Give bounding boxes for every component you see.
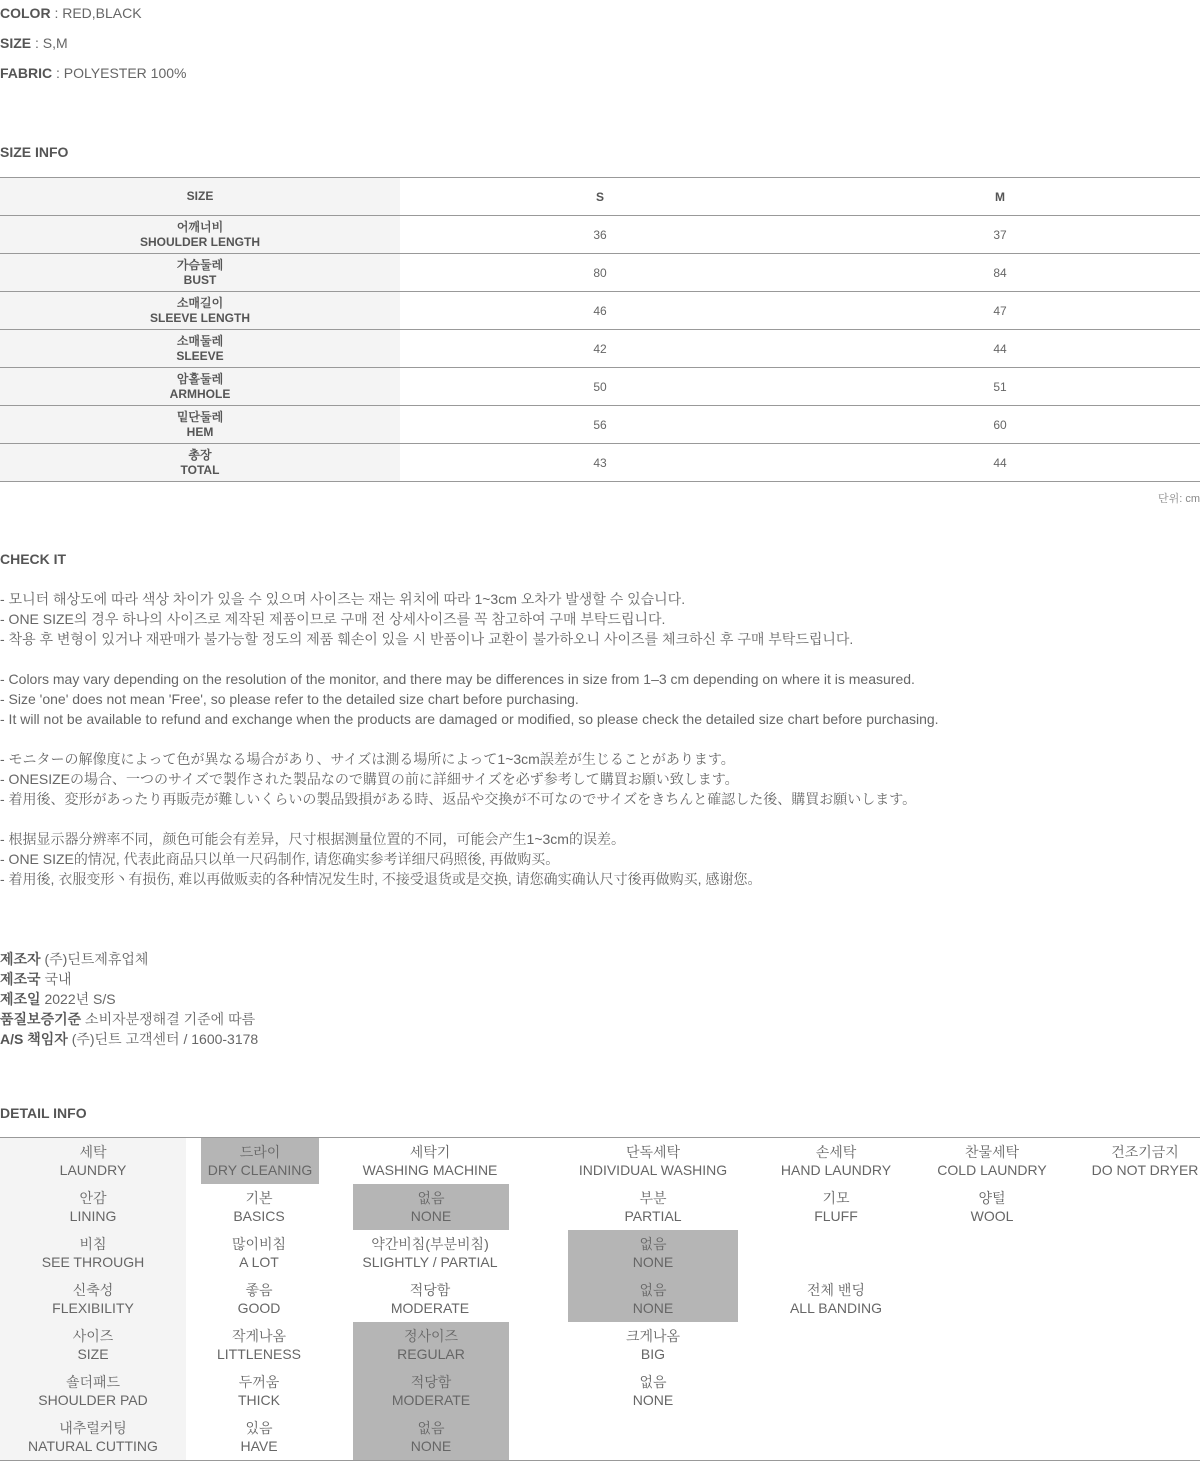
detail-option: [528, 1368, 778, 1414]
size-table-row: [0, 406, 1200, 444]
detail-option-en: NONE: [410, 1438, 452, 1454]
size-row-label-en: BUST: [183, 272, 217, 287]
detail-option-ko: 작게나옴: [231, 1328, 287, 1344]
detail-option-ko: 많이비침: [231, 1236, 287, 1252]
detail-option-selected: [353, 1322, 509, 1368]
check-zh-line: - 着用後, 衣服变形丶有损伤, 难以再做贩卖的各种情况发生时, 不接受退货或是交换, 请您确实确认尺寸後再做购买, 感谢您。: [0, 871, 762, 887]
maker-row: [0, 969, 258, 989]
detail-row: [0, 1322, 1200, 1368]
detail-option: [528, 1230, 778, 1276]
detail-option-box: [332, 1230, 528, 1276]
detail-option-en: FLUFF: [814, 1208, 858, 1224]
detail-option-box: [332, 1276, 528, 1322]
size-info-title: SIZE INFO: [0, 144, 69, 160]
detail-option-box: [778, 1184, 894, 1230]
maker-row: [0, 949, 258, 969]
detail-option: [894, 1184, 1090, 1230]
detail-option: [1090, 1230, 1200, 1276]
detail-option-en: HAND LAUNDRY: [780, 1162, 892, 1178]
maker-value: (주)딘트제휴업체: [40, 951, 149, 967]
size-table-row: [0, 330, 1200, 368]
detail-option: [778, 1230, 894, 1276]
spec-color-value: : RED,BLACK: [50, 5, 142, 21]
detail-option-box: [528, 1414, 778, 1460]
size-value-s: 46: [400, 292, 800, 330]
detail-option-ko: 없음: [639, 1374, 667, 1390]
detail-option-ko: 약간비침(부분비침): [371, 1236, 489, 1252]
detail-label-ko: 세탁: [79, 1144, 107, 1160]
detail-option-box: [778, 1138, 894, 1184]
detail-label-en: LINING: [69, 1208, 117, 1224]
detail-option: [528, 1184, 778, 1230]
detail-option-box: [894, 1322, 1090, 1368]
size-row-label-ko: 총장: [188, 447, 212, 462]
check-ja-line: - 着用後、変形があったり再販売が難しいくらいの製品毀損がある時、返品や交換が不可なのでサイズをきちんと確認した後、購買お願いします。: [0, 791, 917, 807]
detail-option-box: [186, 1414, 332, 1460]
size-table-row: [0, 216, 1200, 254]
check-zh-line: - 根据显示器分辨率不同，颜色可能会有差异，尺寸根据测量位置的不同，可能会产生1~3cm的误差。: [0, 831, 625, 847]
detail-label-en: SEE THROUGH: [41, 1254, 145, 1270]
detail-option-en: NONE: [410, 1208, 452, 1224]
detail-option: [778, 1322, 894, 1368]
detail-table-body: [0, 1138, 1200, 1461]
detail-option: [186, 1276, 332, 1322]
detail-option: [332, 1276, 528, 1322]
spec-size: [0, 35, 68, 51]
size-value-m: 51: [800, 368, 1200, 406]
detail-option: [1090, 1184, 1200, 1230]
detail-label-en: FLEXIBILITY: [52, 1300, 134, 1316]
size-value-m: 44: [800, 444, 1200, 482]
detail-option-box: [1090, 1184, 1200, 1230]
detail-option-selected: [353, 1184, 509, 1230]
size-row-label-ko: 밑단둘레: [176, 409, 224, 424]
detail-option: [186, 1184, 332, 1230]
detail-option-box: [778, 1276, 894, 1322]
spec-size-label: SIZE: [0, 35, 32, 51]
maker-label: A/S 책임자: [0, 1031, 68, 1047]
spec-fabric: [0, 65, 186, 81]
detail-option-ko: 기본: [245, 1190, 273, 1206]
detail-option-ko: 좋음: [245, 1282, 273, 1298]
size-value-s: 43: [400, 444, 800, 482]
maker-row: [0, 989, 258, 1009]
detail-option-box: [186, 1230, 332, 1276]
detail-option: [186, 1322, 332, 1368]
detail-row-label: [0, 1230, 186, 1276]
size-value-s: 56: [400, 406, 800, 444]
detail-row: [0, 1184, 1200, 1230]
detail-option-box: [778, 1368, 894, 1414]
check-en-line: - Colors may vary depending on the resolution of the monitor, and there may be differences in size from 1–3 cm depending on where it is measured.: [0, 671, 915, 687]
spec-fabric-label: FABRIC: [0, 65, 53, 81]
check-it-title: CHECK IT: [0, 551, 67, 567]
size-value-m: 84: [800, 254, 1200, 292]
detail-option-en: COLD LAUNDRY: [937, 1162, 1047, 1178]
detail-option-en: PARTIAL: [624, 1208, 682, 1224]
size-value-s: 80: [400, 254, 800, 292]
detail-option-en: NONE: [632, 1300, 674, 1316]
size-row-label-ko: 암홀둘레: [176, 371, 224, 386]
maker-label: 제조일: [0, 991, 41, 1007]
maker-label: 제조자: [0, 951, 41, 967]
size-row-label: [0, 444, 400, 482]
size-row-label-ko: 소매둘레: [176, 333, 224, 348]
size-value-m: 37: [800, 216, 1200, 254]
size-row-label-en: TOTAL: [180, 462, 220, 477]
size-header-m: M: [800, 178, 1200, 216]
detail-option: [1090, 1368, 1200, 1414]
detail-option-ko: 크게나옴: [625, 1328, 681, 1344]
check-en-line: - Size 'one' does not mean 'Free', so please refer to the detailed size chart before purchasing.: [0, 691, 579, 707]
detail-option-en: NONE: [632, 1254, 674, 1270]
detail-row-label: [0, 1368, 186, 1414]
detail-option-en: BIG: [640, 1346, 666, 1362]
detail-row: [0, 1276, 1200, 1322]
check-ja-line: - ONESIZEの場合、一つのサイズで製作された製品なので購買の前に詳細サイズを必ず参考して購買お願い致します。: [0, 771, 739, 787]
detail-option-en: INDIVIDUAL WASHING: [578, 1162, 728, 1178]
detail-option-ko: 정사이즈: [403, 1328, 459, 1344]
size-row-label: [0, 330, 400, 368]
detail-option: [778, 1184, 894, 1230]
detail-option-en: WASHING MACHINE: [362, 1162, 498, 1178]
detail-option: [1090, 1138, 1200, 1185]
size-row-label-ko: 가슴둘레: [176, 257, 224, 272]
detail-option: [332, 1184, 528, 1230]
size-row-label: [0, 254, 400, 292]
detail-option: [186, 1414, 332, 1461]
size-row-label: [0, 292, 400, 330]
detail-row: [0, 1138, 1200, 1185]
detail-label-ko: 숄더패드: [65, 1374, 121, 1390]
detail-option-box: [894, 1230, 1090, 1276]
detail-option-box: [186, 1184, 332, 1230]
detail-row-label: [0, 1184, 186, 1230]
detail-label-en: SHOULDER PAD: [38, 1392, 148, 1408]
size-value-m: 60: [800, 406, 1200, 444]
detail-option: [894, 1368, 1090, 1414]
maker-row: [0, 1009, 258, 1029]
unit-note: 단위: cm: [1157, 493, 1200, 505]
detail-option-ko: 세탁기: [409, 1144, 451, 1160]
detail-option-selected: [353, 1368, 509, 1414]
detail-option-en: GOOD: [237, 1300, 281, 1316]
detail-option-box: [1090, 1138, 1200, 1184]
detail-option-en: A LOT: [239, 1254, 279, 1270]
size-value-m: 47: [800, 292, 1200, 330]
detail-label-en: LAUNDRY: [59, 1162, 127, 1178]
check-ko-line: - 착용 후 변형이 있거나 재판매가 불가능할 정도의 제품 훼손이 있을 시 반품이나 교환이 불가하오니 사이즈를 체크하신 후 구매 부탁드립니다.: [0, 631, 854, 647]
detail-option: [528, 1276, 778, 1322]
detail-row: [0, 1230, 1200, 1276]
detail-option: [1090, 1276, 1200, 1322]
check-zh-line: - ONE SIZE的情况, 代表此商品只以单一尺码制作, 请您确实参考详细尺码照後, 再做购买。: [0, 851, 560, 867]
detail-option: [332, 1138, 528, 1185]
detail-row-label: [0, 1276, 186, 1322]
detail-option-selected: [201, 1138, 319, 1184]
detail-option-ko: 단독세탁: [625, 1144, 681, 1160]
detail-option: [778, 1138, 894, 1185]
detail-table: [0, 1137, 1200, 1461]
detail-option: [528, 1138, 778, 1185]
size-row-label: [0, 216, 400, 254]
detail-option-box: [894, 1368, 1090, 1414]
detail-row-label: [0, 1414, 186, 1461]
maker-info: [0, 949, 258, 1049]
check-en-line: - It will not be available to refund and exchange when the products are damaged or modified, so please check the detailed size chart before purchasing.: [0, 711, 939, 727]
size-value-s: 36: [400, 216, 800, 254]
size-row-label-en: SHOULDER LENGTH: [140, 234, 260, 249]
detail-option-ko: 기모: [822, 1190, 850, 1206]
maker-value: 2022년 S/S: [40, 991, 116, 1007]
detail-option: [894, 1276, 1090, 1322]
size-row-label-en: HEM: [186, 424, 214, 439]
size-row-label-en: SLEEVE: [176, 348, 224, 363]
detail-option-en: SLIGHTLY / PARTIAL: [362, 1254, 498, 1270]
spec-size-value: : S,M: [31, 35, 68, 51]
detail-row: [0, 1368, 1200, 1414]
maker-value: 소비자분쟁해결 기준에 따름: [81, 1011, 256, 1027]
check-ko: [0, 589, 853, 649]
detail-option-box: [894, 1414, 1090, 1460]
detail-option-en: BASICS: [233, 1208, 285, 1224]
detail-option: [332, 1414, 528, 1461]
detail-option: [186, 1138, 332, 1185]
detail-option-ko: 없음: [417, 1420, 445, 1436]
detail-option-box: [1090, 1230, 1200, 1276]
detail-info-title: DETAIL INFO: [0, 1105, 87, 1121]
spec-color: [0, 5, 142, 21]
size-table-row: [0, 368, 1200, 406]
size-row-label-en: SLEEVE LENGTH: [149, 310, 250, 325]
detail-option: [778, 1368, 894, 1414]
detail-option-ko: 건조기금지: [1111, 1144, 1179, 1160]
detail-option-en: WOOL: [970, 1208, 1014, 1224]
detail-option-box: [186, 1276, 332, 1322]
detail-option-selected: [353, 1414, 509, 1460]
detail-option-box: [1090, 1322, 1200, 1368]
size-value-s: 42: [400, 330, 800, 368]
detail-option: [778, 1414, 894, 1461]
detail-option-ko: 찬물세탁: [964, 1144, 1020, 1160]
check-ko-line: - ONE SIZE의 경우 하나의 사이즈로 제작된 제품이므로 구매 전 상세사이즈를 꼭 참고하여 구매 부탁드립니다.: [0, 611, 666, 627]
detail-option-box: [778, 1414, 894, 1460]
detail-option-ko: 손세탁: [815, 1144, 857, 1160]
detail-option-en: ALL BANDING: [789, 1300, 883, 1316]
detail-option: [1090, 1322, 1200, 1368]
size-table-header: [0, 178, 1200, 216]
detail-option: [332, 1368, 528, 1414]
detail-option-box: [778, 1322, 894, 1368]
detail-option-ko: 두꺼움: [238, 1374, 280, 1390]
size-value-m: 44: [800, 330, 1200, 368]
detail-option-box: [1090, 1414, 1200, 1460]
check-ja: [0, 749, 916, 809]
detail-option: [1090, 1414, 1200, 1461]
size-table-row: [0, 292, 1200, 330]
detail-row: [0, 1414, 1200, 1461]
detail-label-ko: 사이즈: [72, 1328, 114, 1344]
detail-option-box: [332, 1138, 528, 1184]
detail-option-box: [528, 1184, 778, 1230]
detail-option-en: HAVE: [240, 1438, 278, 1454]
detail-option: [332, 1322, 528, 1368]
detail-option-ko: 적당함: [409, 1282, 451, 1298]
detail-option-en: DRY CLEANING: [207, 1162, 313, 1178]
size-row-label-ko: 어깨너비: [176, 219, 224, 234]
detail-option-box: [186, 1322, 332, 1368]
size-table-body: [0, 216, 1200, 482]
check-ko-line: - 모니터 해상도에 따라 색상 차이가 있을 수 있으며 사이즈는 재는 위치에 따라 1~3cm 오차가 발생할 수 있습니다.: [0, 591, 686, 607]
detail-option-ko: 적당함: [410, 1374, 452, 1390]
detail-option: [778, 1276, 894, 1322]
detail-option-box: [894, 1138, 1090, 1184]
size-row-label: [0, 368, 400, 406]
spec-fabric-value: : POLYESTER 100%: [52, 65, 187, 81]
detail-option-en: LITTLENESS: [216, 1346, 302, 1362]
detail-row-label: [0, 1322, 186, 1368]
check-en: [0, 669, 939, 729]
detail-option-box: [894, 1184, 1090, 1230]
detail-option: [528, 1414, 778, 1461]
detail-option-ko: 부분: [639, 1190, 667, 1206]
detail-option-box: [778, 1230, 894, 1276]
detail-option-en: DO NOT DRYER: [1091, 1162, 1199, 1178]
detail-label-ko: 안감: [79, 1190, 107, 1206]
detail-option: [186, 1368, 332, 1414]
detail-option-en: NONE: [632, 1392, 674, 1408]
size-table-row: [0, 254, 1200, 292]
detail-option: [186, 1230, 332, 1276]
detail-option-box: [528, 1368, 778, 1414]
size-row-label-ko: 소매길이: [176, 295, 224, 310]
check-zh: [0, 829, 761, 889]
size-row-label-en: ARMHOLE: [169, 386, 231, 401]
size-table-row: [0, 444, 1200, 482]
detail-option: [528, 1322, 778, 1368]
detail-option-ko: 없음: [639, 1282, 667, 1298]
size-header-label: SIZE: [0, 178, 400, 216]
detail-option-ko: 양털: [978, 1190, 1006, 1206]
detail-option: [332, 1230, 528, 1276]
maker-row: [0, 1029, 258, 1049]
detail-option-box: [186, 1368, 332, 1414]
detail-option: [894, 1138, 1090, 1185]
detail-option-box: [528, 1138, 778, 1184]
detail-option-en: MODERATE: [390, 1300, 470, 1316]
size-value-s: 50: [400, 368, 800, 406]
detail-option-ko: 드라이: [239, 1144, 281, 1160]
detail-option-box: [1090, 1368, 1200, 1414]
detail-option-ko: 없음: [639, 1236, 667, 1252]
spec-color-label: COLOR: [0, 5, 51, 21]
maker-label: 품질보증기준: [0, 1011, 82, 1027]
detail-option-ko: 전체 밴딩: [806, 1282, 865, 1298]
maker-value: 국내: [40, 971, 72, 987]
size-table: [0, 177, 1200, 482]
detail-option-box: [528, 1322, 778, 1368]
detail-option-selected: [568, 1276, 738, 1322]
detail-label-ko: 내추럴커팅: [59, 1420, 127, 1436]
detail-option-en: REGULAR: [397, 1346, 465, 1362]
detail-option-ko: 있음: [245, 1420, 273, 1436]
detail-option: [894, 1230, 1090, 1276]
detail-option: [894, 1322, 1090, 1368]
detail-row-label: [0, 1138, 186, 1185]
detail-option-ko: 없음: [417, 1190, 445, 1206]
detail-option-box: [894, 1276, 1090, 1322]
check-ja-line: - モニターの解像度によって色が異なる場合があり、サイズは測る場所によって1~3cm誤差が生じることがあります。: [0, 751, 735, 767]
detail-option-box: [1090, 1276, 1200, 1322]
detail-option: [894, 1414, 1090, 1461]
maker-label: 제조국: [0, 971, 41, 987]
detail-option-en: THICK: [238, 1392, 280, 1408]
size-row-label: [0, 406, 400, 444]
detail-label-en: SIZE: [77, 1346, 109, 1362]
detail-label-en: NATURAL CUTTING: [28, 1438, 158, 1454]
maker-value: (주)딘트 고객센터 / 1600-3178: [67, 1031, 259, 1047]
size-header-s: S: [400, 178, 800, 216]
detail-label-ko: 비침: [79, 1236, 107, 1252]
detail-option-selected: [568, 1230, 738, 1276]
detail-option-en: MODERATE: [391, 1392, 471, 1408]
detail-label-ko: 신축성: [72, 1282, 114, 1298]
